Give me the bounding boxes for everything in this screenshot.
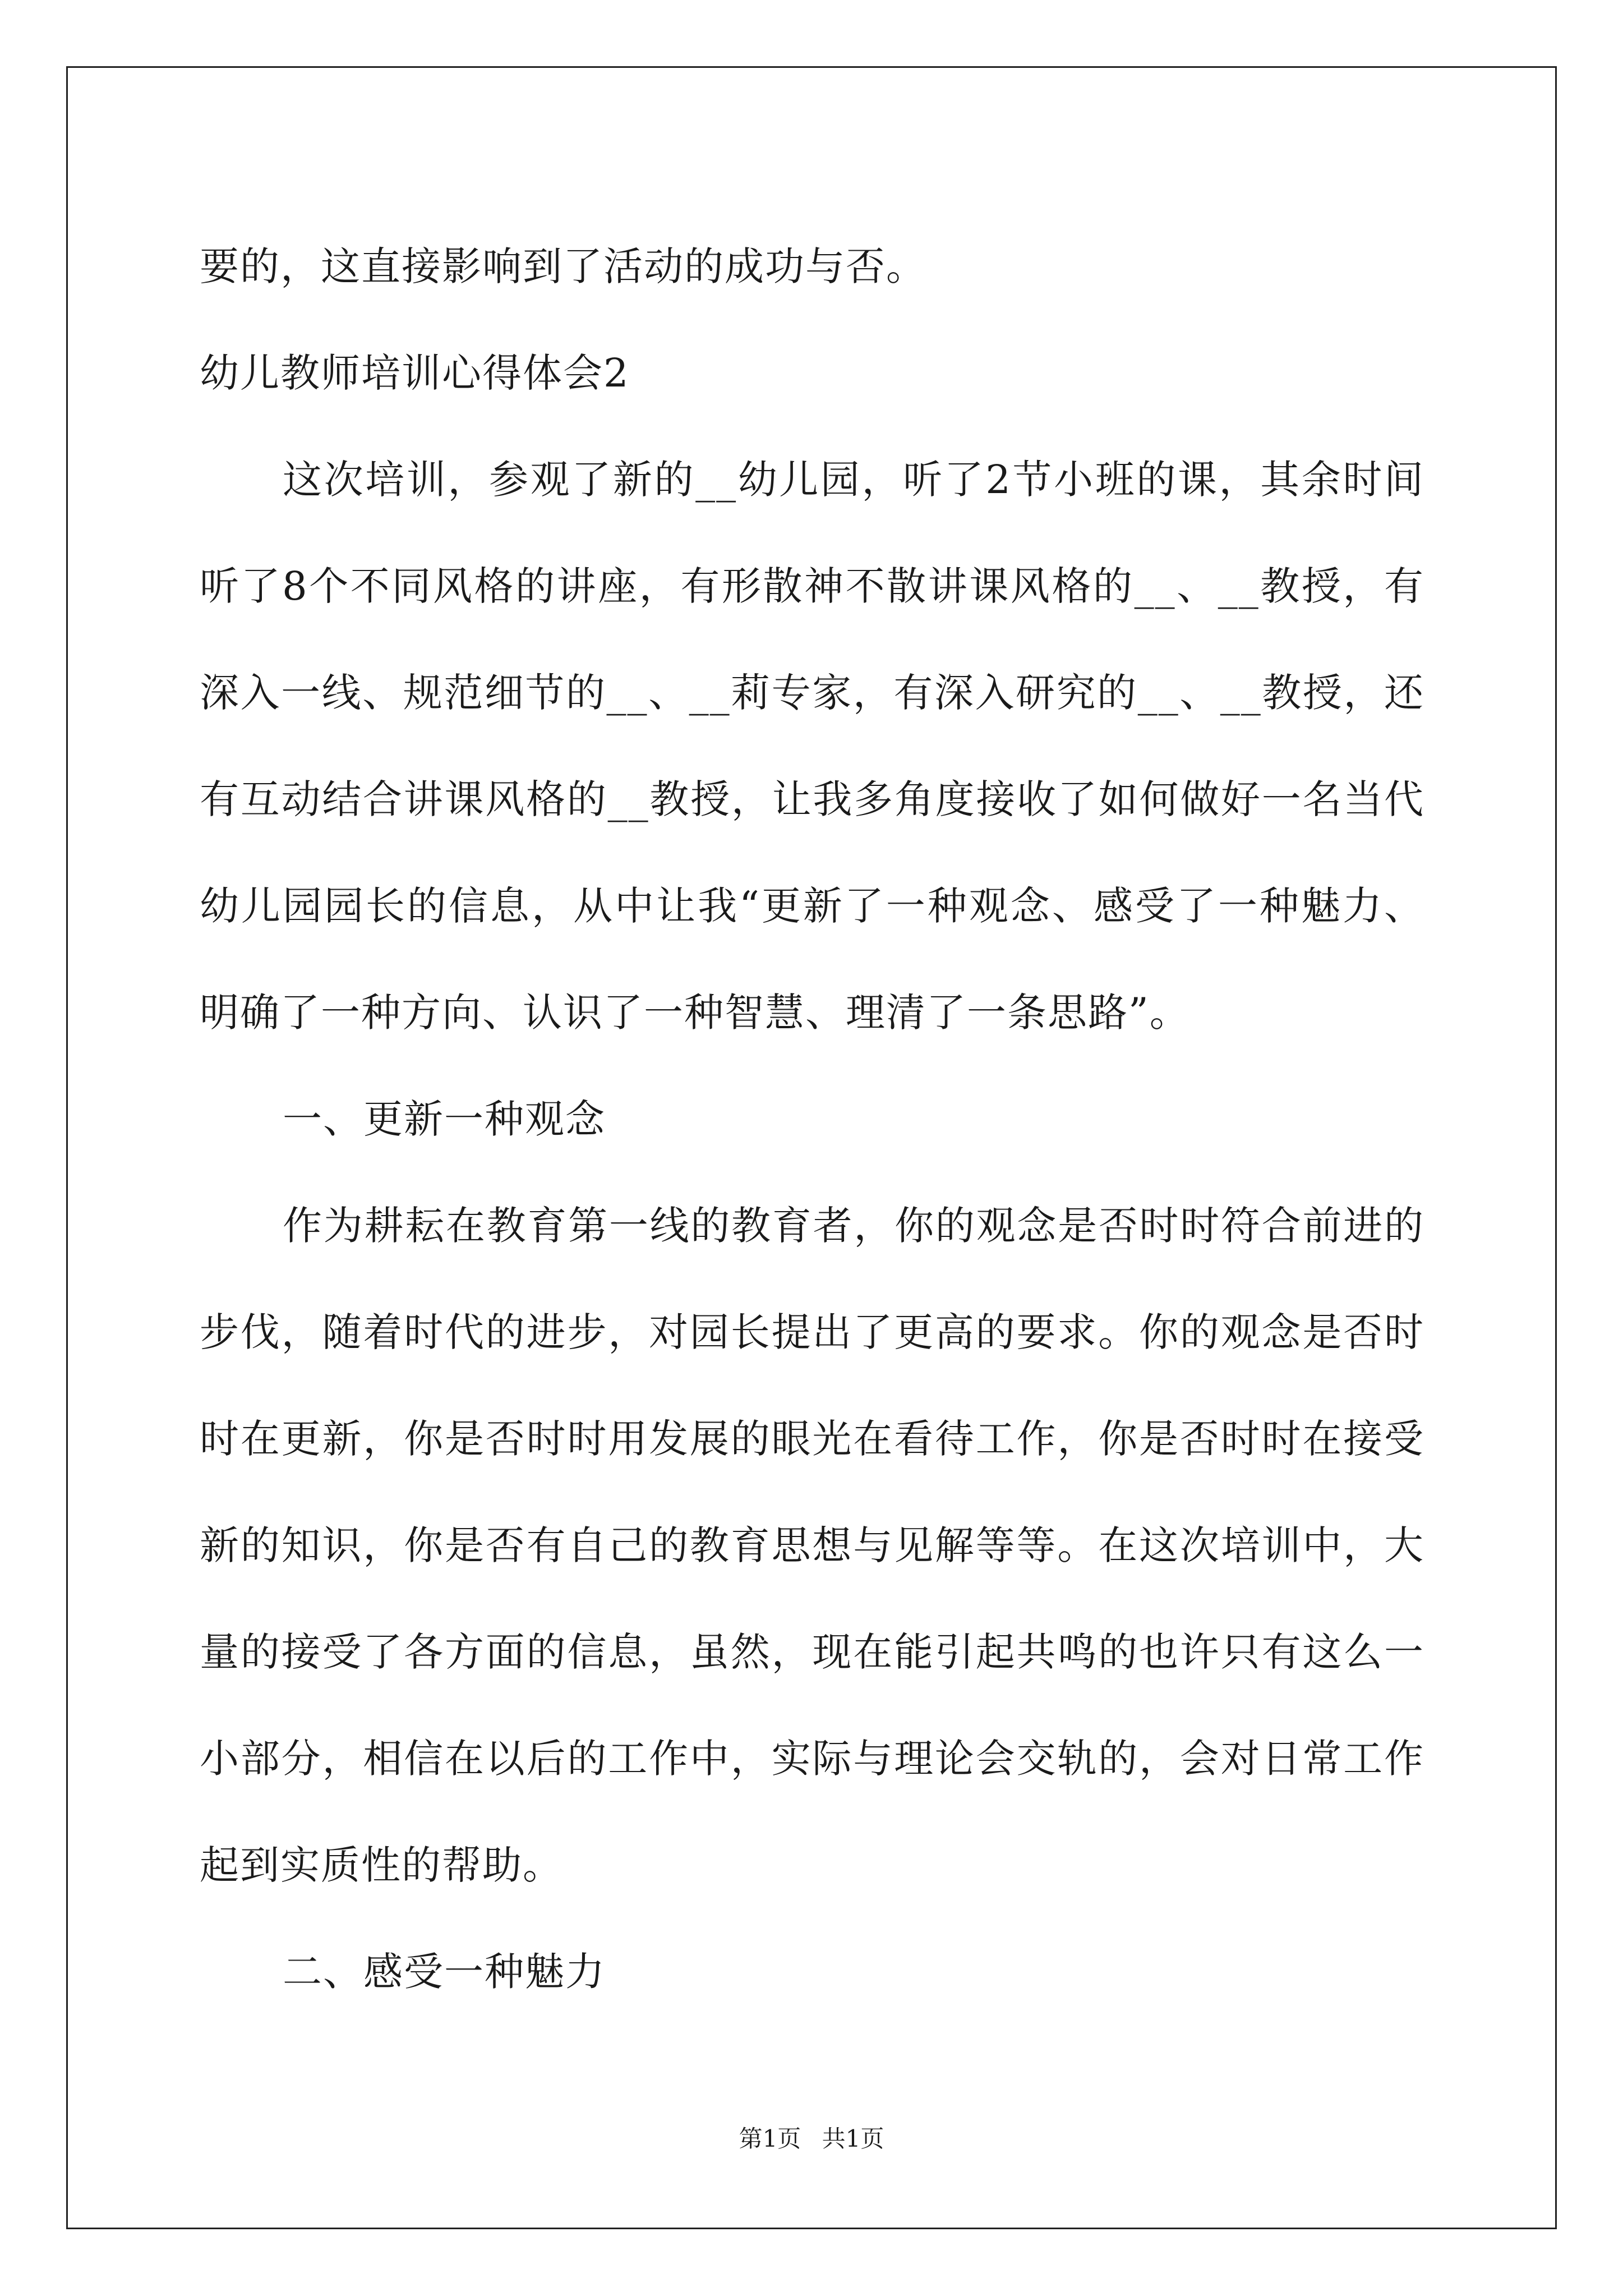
text-line: 明确了一种方向、认识了一种智慧、理清了一条思路”。: [200, 990, 1190, 1036]
text-line: 步伐，随着时代的进步，对园长提出了更高的要求。你的观念是否时: [200, 1309, 1424, 1355]
text-line: 听了8个不同风格的讲座，有形散神不散讲课风格的__、__教授，有: [200, 563, 1424, 609]
page-number: 第1页: [739, 2125, 801, 2152]
section-title: 幼儿教师培训心得体会2: [200, 350, 630, 396]
text-line: 有互动结合讲课风格的__教授，让我多角度接收了如何做好一名当代: [200, 776, 1424, 822]
page-total: 共1页: [822, 2125, 884, 2152]
subsection-heading: 一、更新一种观念: [283, 1096, 606, 1142]
text-line: 量的接受了各方面的信息，虽然，现在能引起共鸣的也许只有这么一: [200, 1629, 1424, 1675]
text-line: 要的，这直接影响到了活动的成功与否。: [200, 243, 926, 289]
page-footer: [0, 2120, 1623, 2154]
text-line: 时在更新，你是否时时用发展的眼光在看待工作，你是否时时在接受: [200, 1416, 1424, 1462]
text-line: 幼儿园园长的信息，从中让我“更新了一种观念、感受了一种魅力、: [200, 883, 1424, 929]
text-line: 深入一线、规范细节的__、__莉专家，有深入研究的__、__教授，还: [200, 670, 1424, 716]
text-line: 小部分，相信在以后的工作中，实际与理论会交轨的，会对日常工作: [200, 1736, 1424, 1782]
text-line: 起到实质性的帮助。: [200, 1842, 563, 1888]
subsection-heading: 二、感受一种魅力: [283, 1949, 606, 1995]
text-line: 这次培训，参观了新的__幼儿园，听了2节小班的课，其余时间: [283, 457, 1424, 503]
text-line: 作为耕耘在教育第一线的教育者，你的观念是否时时符合前进的: [283, 1203, 1424, 1249]
document-body: [200, 213, 1424, 2025]
text-line: 新的知识，你是否有自己的教育思想与见解等等。在这次培训中，大: [200, 1522, 1424, 1568]
